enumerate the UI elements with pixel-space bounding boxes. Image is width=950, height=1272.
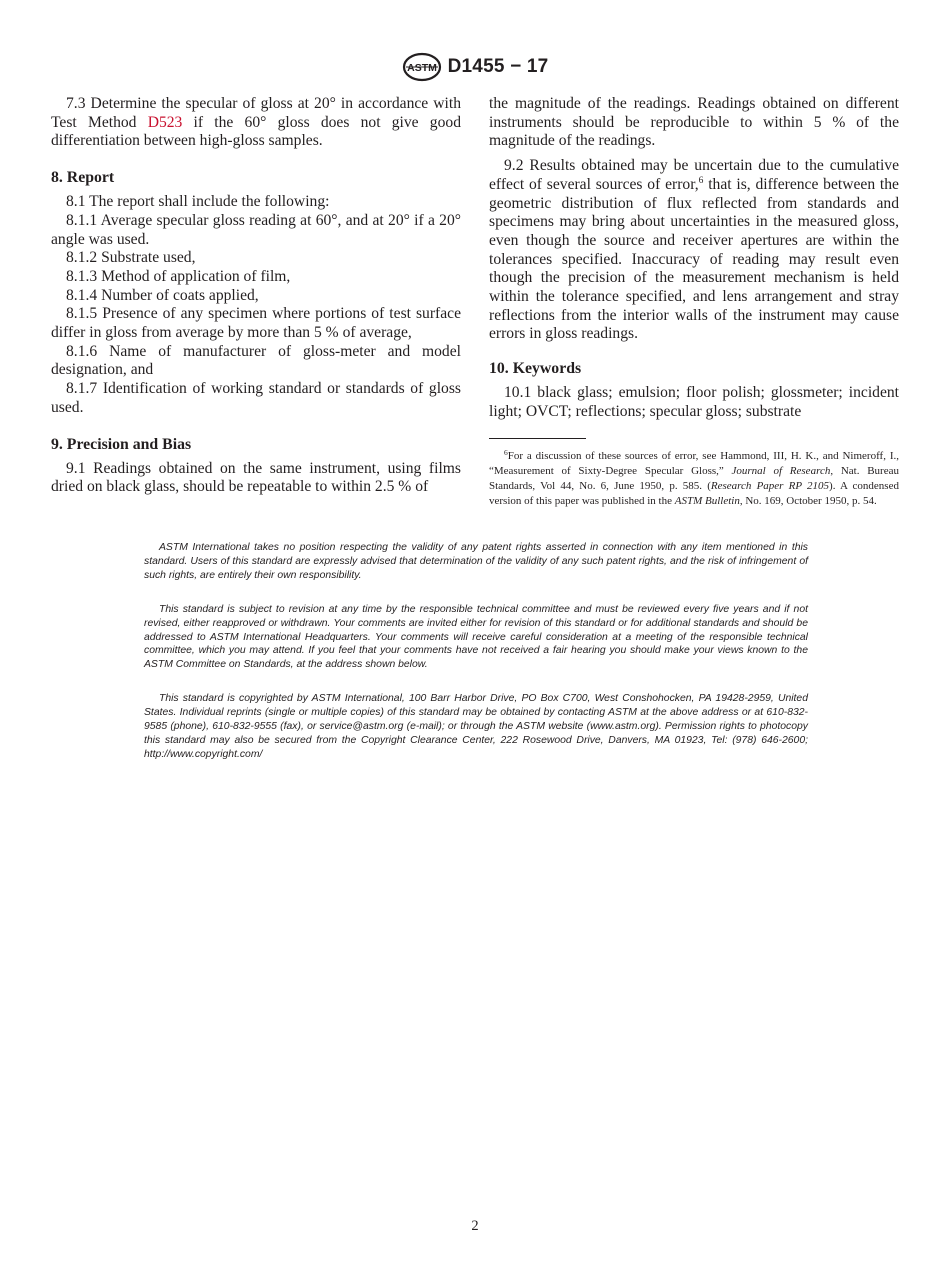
- legal-notices: [144, 541, 808, 782]
- paragraph-9-1-continued: the magnitude of the readings. Readings obtained on different instruments should be reproducible to within 5 % of the magnitude of the readings.: [489, 95, 899, 150]
- svg-text:ASTM: ASTM: [406, 62, 437, 74]
- right-column: [489, 95, 899, 509]
- footnote-ref-6[interactable]: 6: [698, 175, 704, 186]
- document-number: D1455 − 17: [447, 56, 549, 77]
- footnote-6: $^6$For a discussion of these sources of error, see Hammond, III, H. K., and Nimeroff, I., “Measurement of Sixty-Degree Specular Gloss,” Journal of Research, Nat. Bureau Standards, Vol 44, No. 6, June 1950, p. 585. (Research Paper RP 2105). A condensed version of this paper was published in the ASTM Bulletin, No. 169, October 1950, p. 54.: [489, 447, 899, 508]
- paragraph-9-1: 9.1 Readings obtained on the same instrument, using films dried on black glass, should be repeatable to within 2.5 % of: [51, 459, 461, 496]
- paragraph-7-3: 7.3 Determine the specular of gloss at 20° in accordance with Test Method D523 if the 60° gloss does not give good differentiation between high-gloss samples.: [51, 95, 461, 150]
- paragraph-8-1-6: 8.1.6 Name of manufacturer of gloss-meter and model designation, and: [51, 342, 461, 379]
- paragraph-8-1-4: 8.1.4 Number of coats applied,: [66, 286, 259, 304]
- astm-logo-icon: [402, 52, 442, 82]
- section-9-heading: 9. Precision and Bias: [51, 435, 192, 453]
- paragraph-8-1-2: 8.1.2 Substrate used,: [66, 249, 196, 267]
- paragraph-10-1: 10.1 black glass; emulsion; floor polish; glossmeter; incident light; OVCT; reflections; specular gloss; substrate: [489, 384, 899, 420]
- revision-notice: This standard is subject to revision at any time by the responsible technical committee and must be reviewed every five years and if not revised, either reapproved or withdrawn. Your comments are invited either for revision of this standard or for additional standards and should be addressed to ASTM International Headquarters. Your comments will receive careful consideration at a meeting of the responsible technical committee, which you may attend. If you feel that your comments have not received a fair hearing you should make your views known to the ASTM Committee on Standards, at the address shown below.: [144, 603, 808, 671]
- page-number: 2: [471, 1218, 479, 1234]
- paragraph-8-1-1: 8.1.1 Average specular gloss reading at 60°, and at 20° if a 20° angle was used.: [51, 211, 461, 248]
- d523-link[interactable]: D523: [147, 113, 183, 131]
- page-header: [0, 52, 950, 82]
- paragraph-8-1-3: 8.1.3 Method of application of film,: [66, 267, 291, 285]
- paragraph-8-1-5: 8.1.5 Presence of any specimen where portions of test surface differ in gloss from average by more than 5 % of average,: [51, 305, 461, 342]
- section-10-heading: 10. Keywords: [489, 360, 582, 378]
- copyright-notice: This standard is copyrighted by ASTM International, 100 Barr Harbor Drive, PO Box C700, West Conshohocken, PA 19428-2959, United States. Individual reprints (single or multiple copies) of this standard may be obtained by contacting ASTM at the above address or at 610-832-9585 (phone), 610-832-9555 (fax), or service@astm.org (e-mail); or through the ASTM website (www.astm.org). Permission rights to photocopy this standard may also be secured from the Copyright Clearance Center, 222 Rosewood Drive, Danvers, MA 01923, Tel: (978) 646-2600; http://www.copyright.com/: [144, 693, 808, 760]
- paragraph-8-1-7: 8.1.7 Identification of working standard or standards of gloss used.: [51, 380, 461, 416]
- patent-notice: ASTM International takes no position respecting the validity of any patent rights asserted in connection with any item mentioned in this standard. Users of this standard are expressly advised that determination of the validity of any such patent rights, and the risk of infringement of such rights, are entirely their own responsibility.: [144, 542, 808, 581]
- paragraph-8-1: 8.1 The report shall include the following:: [66, 193, 330, 211]
- paragraph-9-2: 9.2 Results obtained may be uncertain due to the cumulative effect of several sources of error,$^6$ that is, difference between the geometric distribution of flux reflected from standards and specimens may bring about uncertainties in the measured gloss, even though the source and receiver apertures are within the tolerances specified. Inaccuracy of reading may result even though the precision of the measurement mechanism is held within the tolerance specified, and lens arrangement and stray reflections from the interior walls of the instrument may cause errors in gloss readings.: [489, 157, 899, 343]
- left-column: [51, 95, 461, 497]
- footnote-divider: [489, 438, 586, 439]
- section-8-heading: 8. Report: [51, 169, 115, 187]
